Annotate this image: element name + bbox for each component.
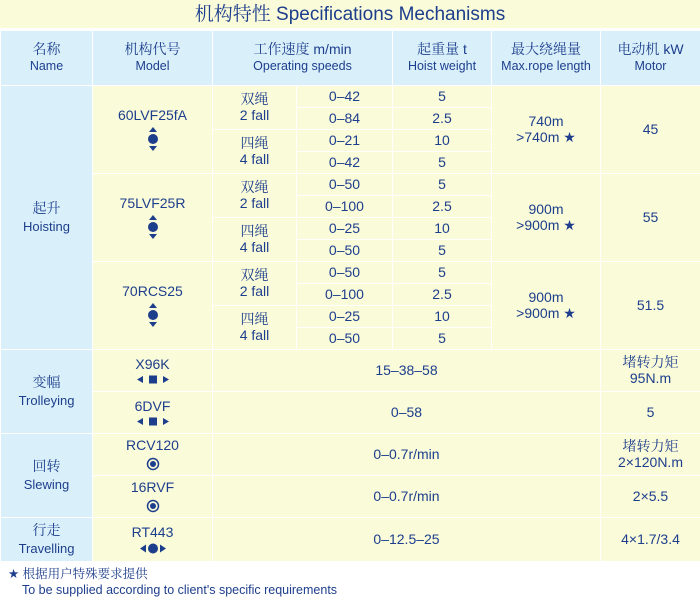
travel-icon [140,543,166,554]
speed-cell: 0–0.7r/min [213,476,601,518]
vertical-hoist-icon [146,215,160,239]
fall-cell: 双绳 2 fall [213,86,297,130]
page-title: 机构特性 Specifications Mechanisms [0,0,700,30]
fall-cell: 双绳 2 fall [213,174,297,218]
weight-cell: 2.5 [393,108,492,130]
section-hoisting: 起升 Hoisting [1,86,93,350]
motor-cell: 51.5 [601,262,700,350]
speed-cell: 0–50 [297,262,393,284]
speed-cell: 0–42 [297,152,393,174]
fall-cell: 四绳 4 fall [213,130,297,174]
header-name: 名称 Name [1,31,93,86]
model-cell: X96K [93,350,213,392]
rope-cell: 740m >740m ★ [492,86,601,174]
model-cell: 60LVF25fA [93,86,213,174]
weight-cell: 5 [393,86,492,108]
table-row [1,262,700,284]
horizontal-trolley-icon [137,375,169,384]
motor-cell: 堵转力矩 95N.m [601,350,700,392]
fall-cell: 双绳 2 fall [213,262,297,306]
motor-cell: 2×5.5 [601,476,700,518]
speed-cell: 0–0.7r/min [213,434,601,476]
weight-cell: 5 [393,262,492,284]
motor-cell: 堵转力矩 2×120N.m [601,434,700,476]
weight-cell: 10 [393,218,492,240]
speed-cell: 15–38–58 [213,350,601,392]
speed-cell: 0–50 [297,328,393,350]
table-row [1,476,700,518]
model-cell: RCV120 [93,434,213,476]
table-row [1,174,700,196]
section-trolleying: 变幅 Trolleying [1,350,93,434]
header-model: 机构代号 Model [93,31,213,86]
motor-cell: 4×1.7/3.4 [601,518,700,562]
motor-cell: 45 [601,86,700,174]
weight-cell: 5 [393,328,492,350]
footnote [8,566,337,598]
section-slewing: 回转 Slewing [1,434,93,518]
fall-cell: 四绳 4 fall [213,218,297,262]
footnote-en: To be supplied according to client's specific requirements [22,583,338,597]
rotation-icon [146,499,160,513]
header-row [1,31,700,86]
rope-cell: 900m >900m ★ [492,174,601,262]
header-speed: 工作速度 m/min Operating speeds [213,31,393,86]
model-cell: 75LVF25R [93,174,213,262]
speed-cell: 0–50 [297,240,393,262]
weight-cell: 2.5 [393,196,492,218]
weight-cell: 5 [393,152,492,174]
section-travelling: 行走 Travelling [1,518,93,562]
speed-cell: 0–50 [297,174,393,196]
vertical-hoist-icon [146,127,160,151]
table-row [1,518,700,562]
horizontal-trolley-icon [137,417,169,426]
model-cell: 6DVF [93,392,213,434]
speed-cell: 0–42 [297,86,393,108]
table-row [1,392,700,434]
table-row [1,350,700,392]
weight-cell: 10 [393,306,492,328]
speed-cell: 0–25 [297,218,393,240]
footnote-cn: ★ 根据用户特殊要求提供 [8,567,148,581]
speed-cell: 0–58 [213,392,601,434]
weight-cell: 5 [393,240,492,262]
table-row [1,434,700,476]
table-row [1,86,700,108]
rope-cell: 900m >900m ★ [492,262,601,350]
header-rope: 最大绕绳量 Max.rope length [492,31,601,86]
fall-cell: 四绳 4 fall [213,306,297,350]
model-cell: 70RCS25 [93,262,213,350]
motor-cell: 55 [601,174,700,262]
header-weight: 起重量 t Hoist weight [393,31,492,86]
model-cell: RT443 [93,518,213,562]
weight-cell: 2.5 [393,284,492,306]
speed-cell: 0–100 [297,196,393,218]
rotation-icon [146,457,160,471]
speed-cell: 0–100 [297,284,393,306]
motor-cell: 5 [601,392,700,434]
speed-cell: 0–84 [297,108,393,130]
spec-table [0,30,700,562]
model-cell: 16RVF [93,476,213,518]
weight-cell: 5 [393,174,492,196]
header-motor: 电动机 kW Motor [601,31,700,86]
speed-cell: 0–21 [297,130,393,152]
vertical-hoist-icon [146,303,160,327]
speed-cell: 0–12.5–25 [213,518,601,562]
weight-cell: 10 [393,130,492,152]
speed-cell: 0–25 [297,306,393,328]
